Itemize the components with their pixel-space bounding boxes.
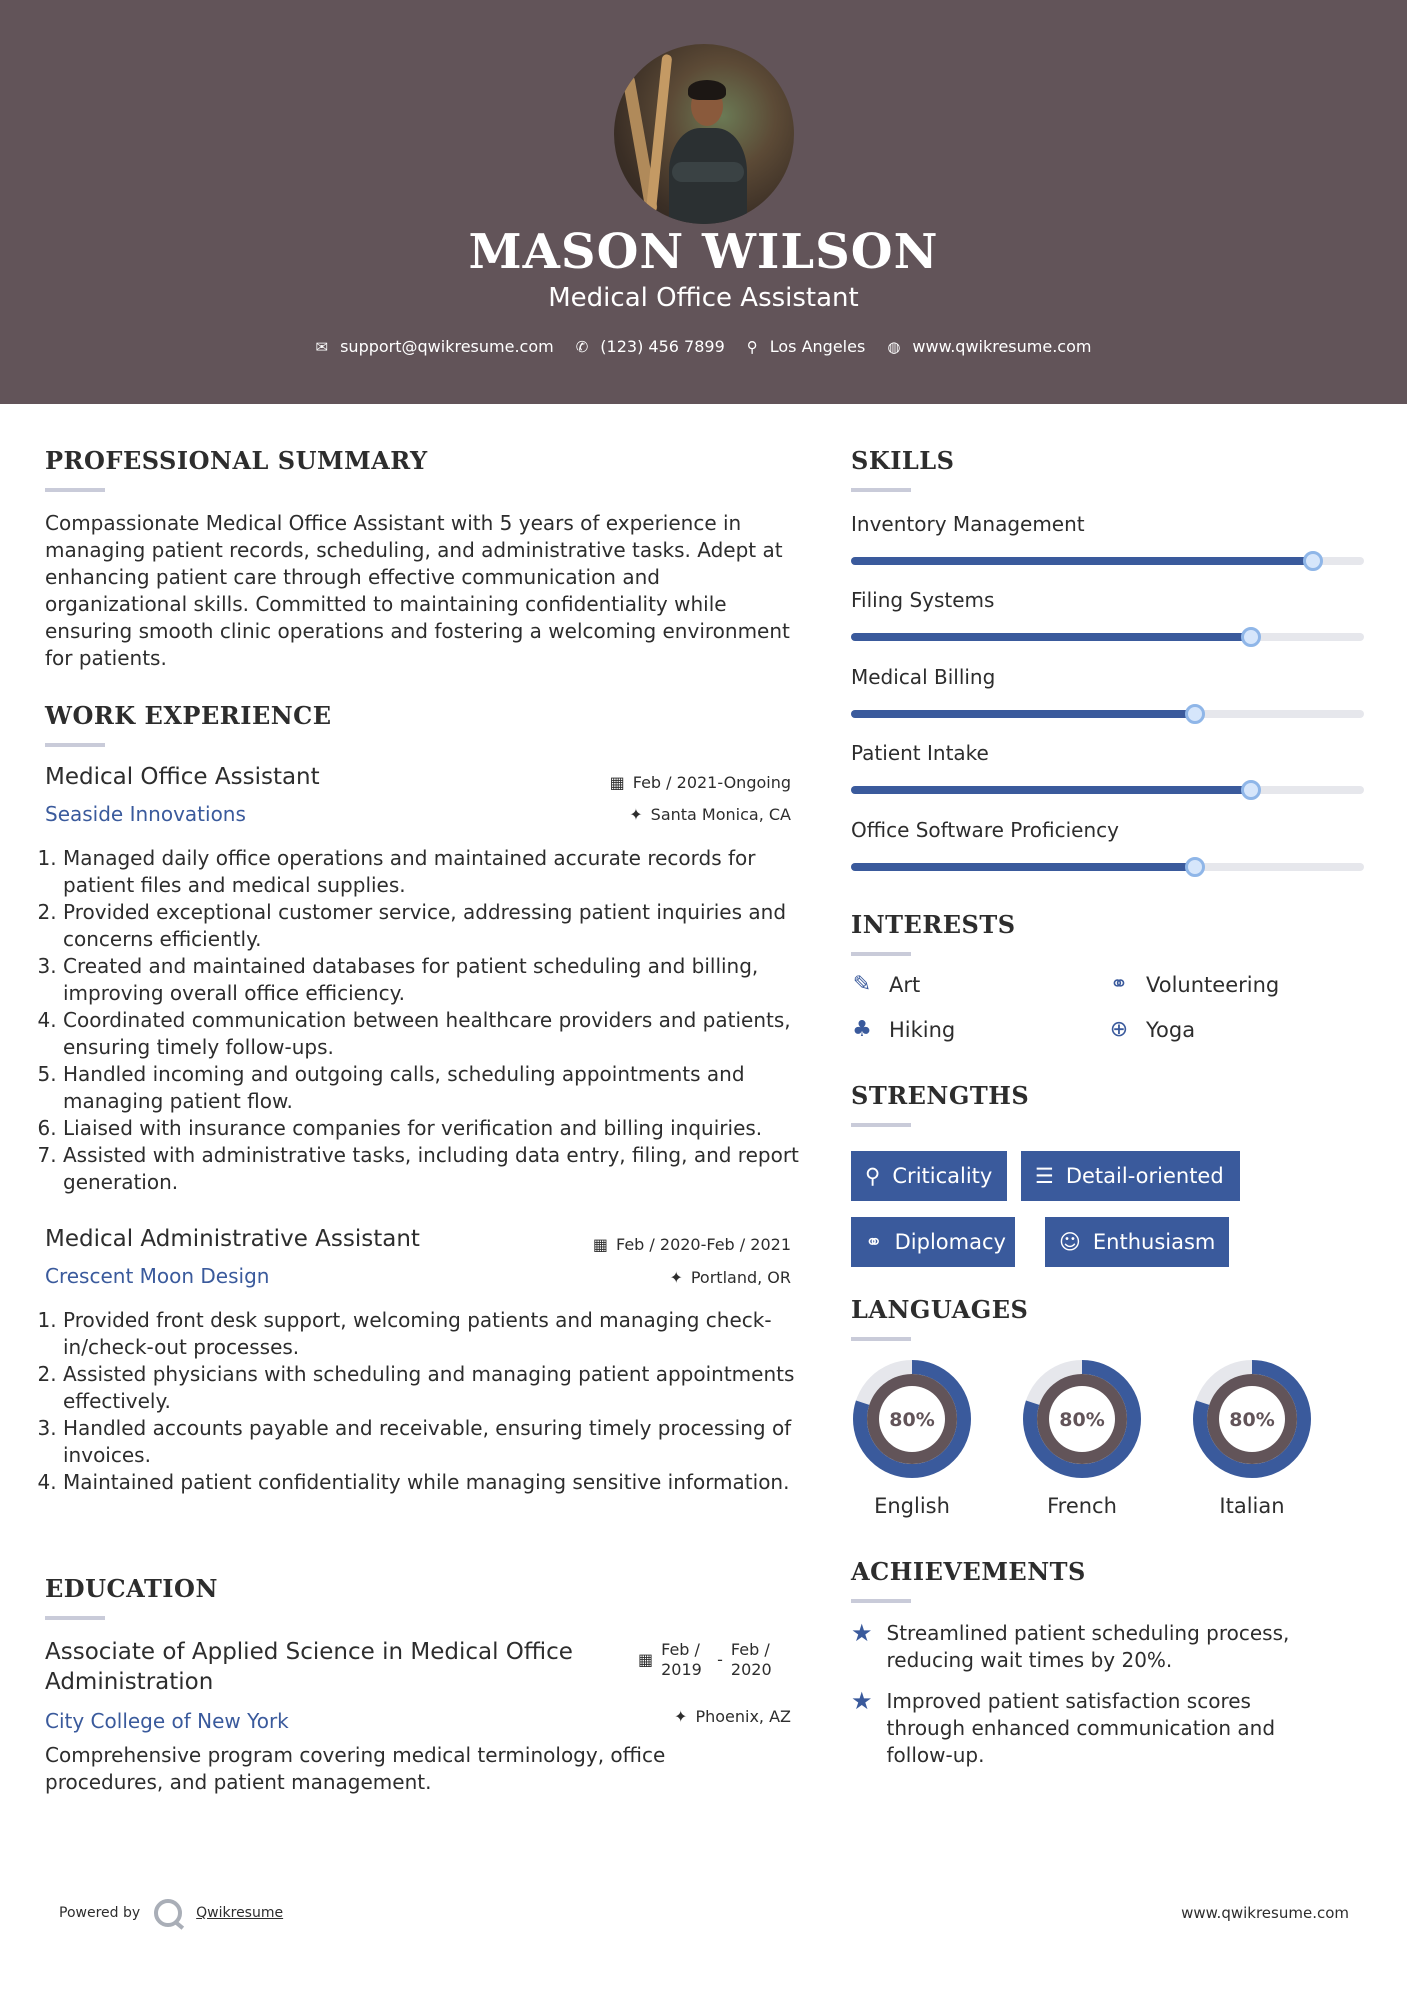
strength-tag: ☰ Detail-oriented [1021,1151,1240,1201]
language-percent: 80% [1229,1409,1275,1431]
language-name: Italian [1219,1494,1285,1518]
strengths-underline [851,1123,911,1127]
pin-icon: ✦ [669,1268,683,1287]
qwikresume-logo-icon [154,1899,182,1927]
job-title: Medical Administrative Assistant [45,1226,420,1252]
profile-photo [614,44,794,224]
skill-bar [851,633,1364,641]
skill-bar [851,557,1364,565]
job-title: Medical Office Assistant [45,764,320,790]
job-location: ✦ Portland, OR [669,1268,791,1287]
language-percent: 80% [889,1409,935,1431]
skill-bar [851,786,1364,794]
education-location: ✦ Phoenix, AZ [674,1707,791,1726]
skill-label: Patient Intake [851,741,989,765]
summary-heading: PROFESSIONAL SUMMARY [45,446,428,475]
strengths-heading: STRENGTHS [851,1081,1030,1110]
list-item: 7. Assisted with administrative tasks, including data entry, filing, and report generation. [63,1142,815,1196]
star-icon: ★ [851,1687,873,1715]
calendar-icon: ▦ [592,1235,608,1254]
achievement-item: ★ Streamlined patient scheduling process, reducing wait times by 20%. [851,1619,1290,1672]
achievement-item: ★ Improved patient satisfaction scores through enhanced communication and follow-up. [851,1687,1276,1767]
phone-icon: ✆ [575,337,589,356]
envelope-icon: ✉ [315,337,329,356]
star-icon: ★ [851,1619,873,1647]
job-company: Crescent Moon Design [45,1264,270,1288]
globe-icon: ◍ [887,337,901,356]
achievements-heading: ACHIEVEMENTS [851,1557,1086,1586]
language-donut [851,1358,973,1480]
calendar-icon: ▦ [638,1650,654,1669]
list-item: 4. Coordinated communication between healthcare providers and patients, ensuring timely follow-ups. [63,1007,815,1061]
language-donut [1191,1358,1313,1480]
skill-bar [851,710,1364,718]
list-item: 4. Maintained patient confidentiality while managing sensitive information. [63,1469,815,1496]
education-heading: EDUCATION [45,1574,218,1603]
footer-website[interactable]: www.qwikresume.com [1181,1904,1349,1922]
skills-underline [851,488,911,492]
footer-branding: Powered by Qwikresume [59,1899,283,1927]
strength-tag: ☺ Enthusiasm [1045,1217,1229,1267]
list-item: 1. Provided front desk support, welcoming patients and managing check-in/check-out processes. [63,1307,815,1361]
brand-link[interactable]: Qwikresume [196,1905,284,1921]
school-name: City College of New York [45,1709,289,1733]
list-item: 2. Assisted physicians with scheduling and managing patient appointments effectively. [63,1361,815,1415]
job-dates: ▦ Feb / 2020-Feb / 2021 [592,1235,791,1254]
contact-location: ⚲ Los Angeles [746,337,866,356]
list-item: 6. Liaised with insurance companies for verification and billing inquiries. [63,1115,815,1142]
skill-label: Inventory Management [851,512,1085,536]
summary-text: Compassionate Medical Office Assistant with 5 years of experience in managing patient records, scheduling, and administrative tasks. Adept at enhancing patient care through effective communication and organizational skills. Committed to maintaining confidentiality while ensuring smooth clinic operations and fostering a welcoming environment for patients. [45,511,790,670]
contact-email[interactable]: ✉ support@qwikresume.com [315,337,554,356]
language-donut [1021,1358,1143,1480]
handshake-icon: ⚭ [865,1230,883,1254]
list-item: 2. Provided exceptional customer service, addressing patient inquiries and concerns efficiently. [63,899,815,953]
resume-header [0,0,1407,404]
education-dates: ▦ Feb / 2019 - Feb / 2020 [638,1640,772,1679]
interest-item: ⚭ Volunteering [1106,972,1279,997]
list-icon: ☰ [1035,1164,1054,1188]
list-item: 3. Handled accounts payable and receivable, ensuring timely processing of invoices. [63,1415,815,1469]
search-icon: ⚲ [865,1164,881,1188]
interest-item: ♣ Hiking [849,1017,955,1042]
contact-phone[interactable]: ✆ (123) 456 7899 [575,337,725,356]
tree-icon: ♣ [852,1017,872,1042]
list-item: 1. Managed daily office operations and maintained accurate records for patient files and medical supplies. [63,845,815,899]
skill-label: Office Software Proficiency [851,818,1119,842]
smile-icon: ☺ [1059,1230,1081,1254]
job-location: ✦ Santa Monica, CA [629,805,791,824]
strength-tag: ⚭ Diplomacy [851,1217,1015,1267]
interest-item: ⊕ Yoga [1106,1017,1195,1042]
languages-underline [851,1337,911,1341]
candidate-name: MASON WILSON [468,224,939,280]
work-heading: WORK EXPERIENCE [45,701,332,730]
language-name: English [874,1494,950,1518]
candidate-title: Medical Office Assistant [548,283,859,313]
map-pin-icon: ⚲ [746,337,758,356]
degree-title: Associate of Applied Science in Medical Office Administration [45,1639,573,1695]
strength-tag: ⚲ Criticality [851,1151,1007,1201]
job-company: Seaside Innovations [45,802,246,826]
achievements-underline [851,1599,911,1603]
contact-bar [0,337,1407,356]
list-item: 5. Handled incoming and outgoing calls, scheduling appointments and managing patient flow. [63,1061,815,1115]
paintbrush-icon: ✎ [852,972,872,997]
education-underline [45,1616,105,1620]
work-underline [45,743,105,747]
skill-bar [851,863,1364,871]
language-percent: 80% [1059,1409,1105,1431]
interest-item: ✎ Art [849,972,920,997]
interests-heading: INTERESTS [851,910,1016,939]
skill-label: Medical Billing [851,665,996,689]
summary-underline [45,488,105,492]
calendar-icon: ▦ [609,773,625,792]
education-description: Comprehensive program covering medical terminology, office procedures, and patient management. [45,1743,666,1794]
job-dates: ▦ Feb / 2021-Ongoing [609,773,791,792]
skill-label: Filing Systems [851,588,995,612]
handshake-icon: ⚭ [1109,972,1129,997]
life-ring-icon: ⊕ [1109,1017,1129,1042]
skills-heading: SKILLS [851,446,955,475]
pin-icon: ✦ [629,805,643,824]
job-duties-list [45,845,815,1196]
languages-heading: LANGUAGES [851,1295,1029,1324]
job-duties-list [45,1307,815,1496]
pin-icon: ✦ [674,1707,688,1726]
interests-underline [851,952,911,956]
list-item: 3. Created and maintained databases for patient scheduling and billing, improving overall office efficiency. [63,953,815,1007]
contact-website[interactable]: ◍ www.qwikresume.com [887,337,1092,356]
language-name: French [1047,1494,1117,1518]
